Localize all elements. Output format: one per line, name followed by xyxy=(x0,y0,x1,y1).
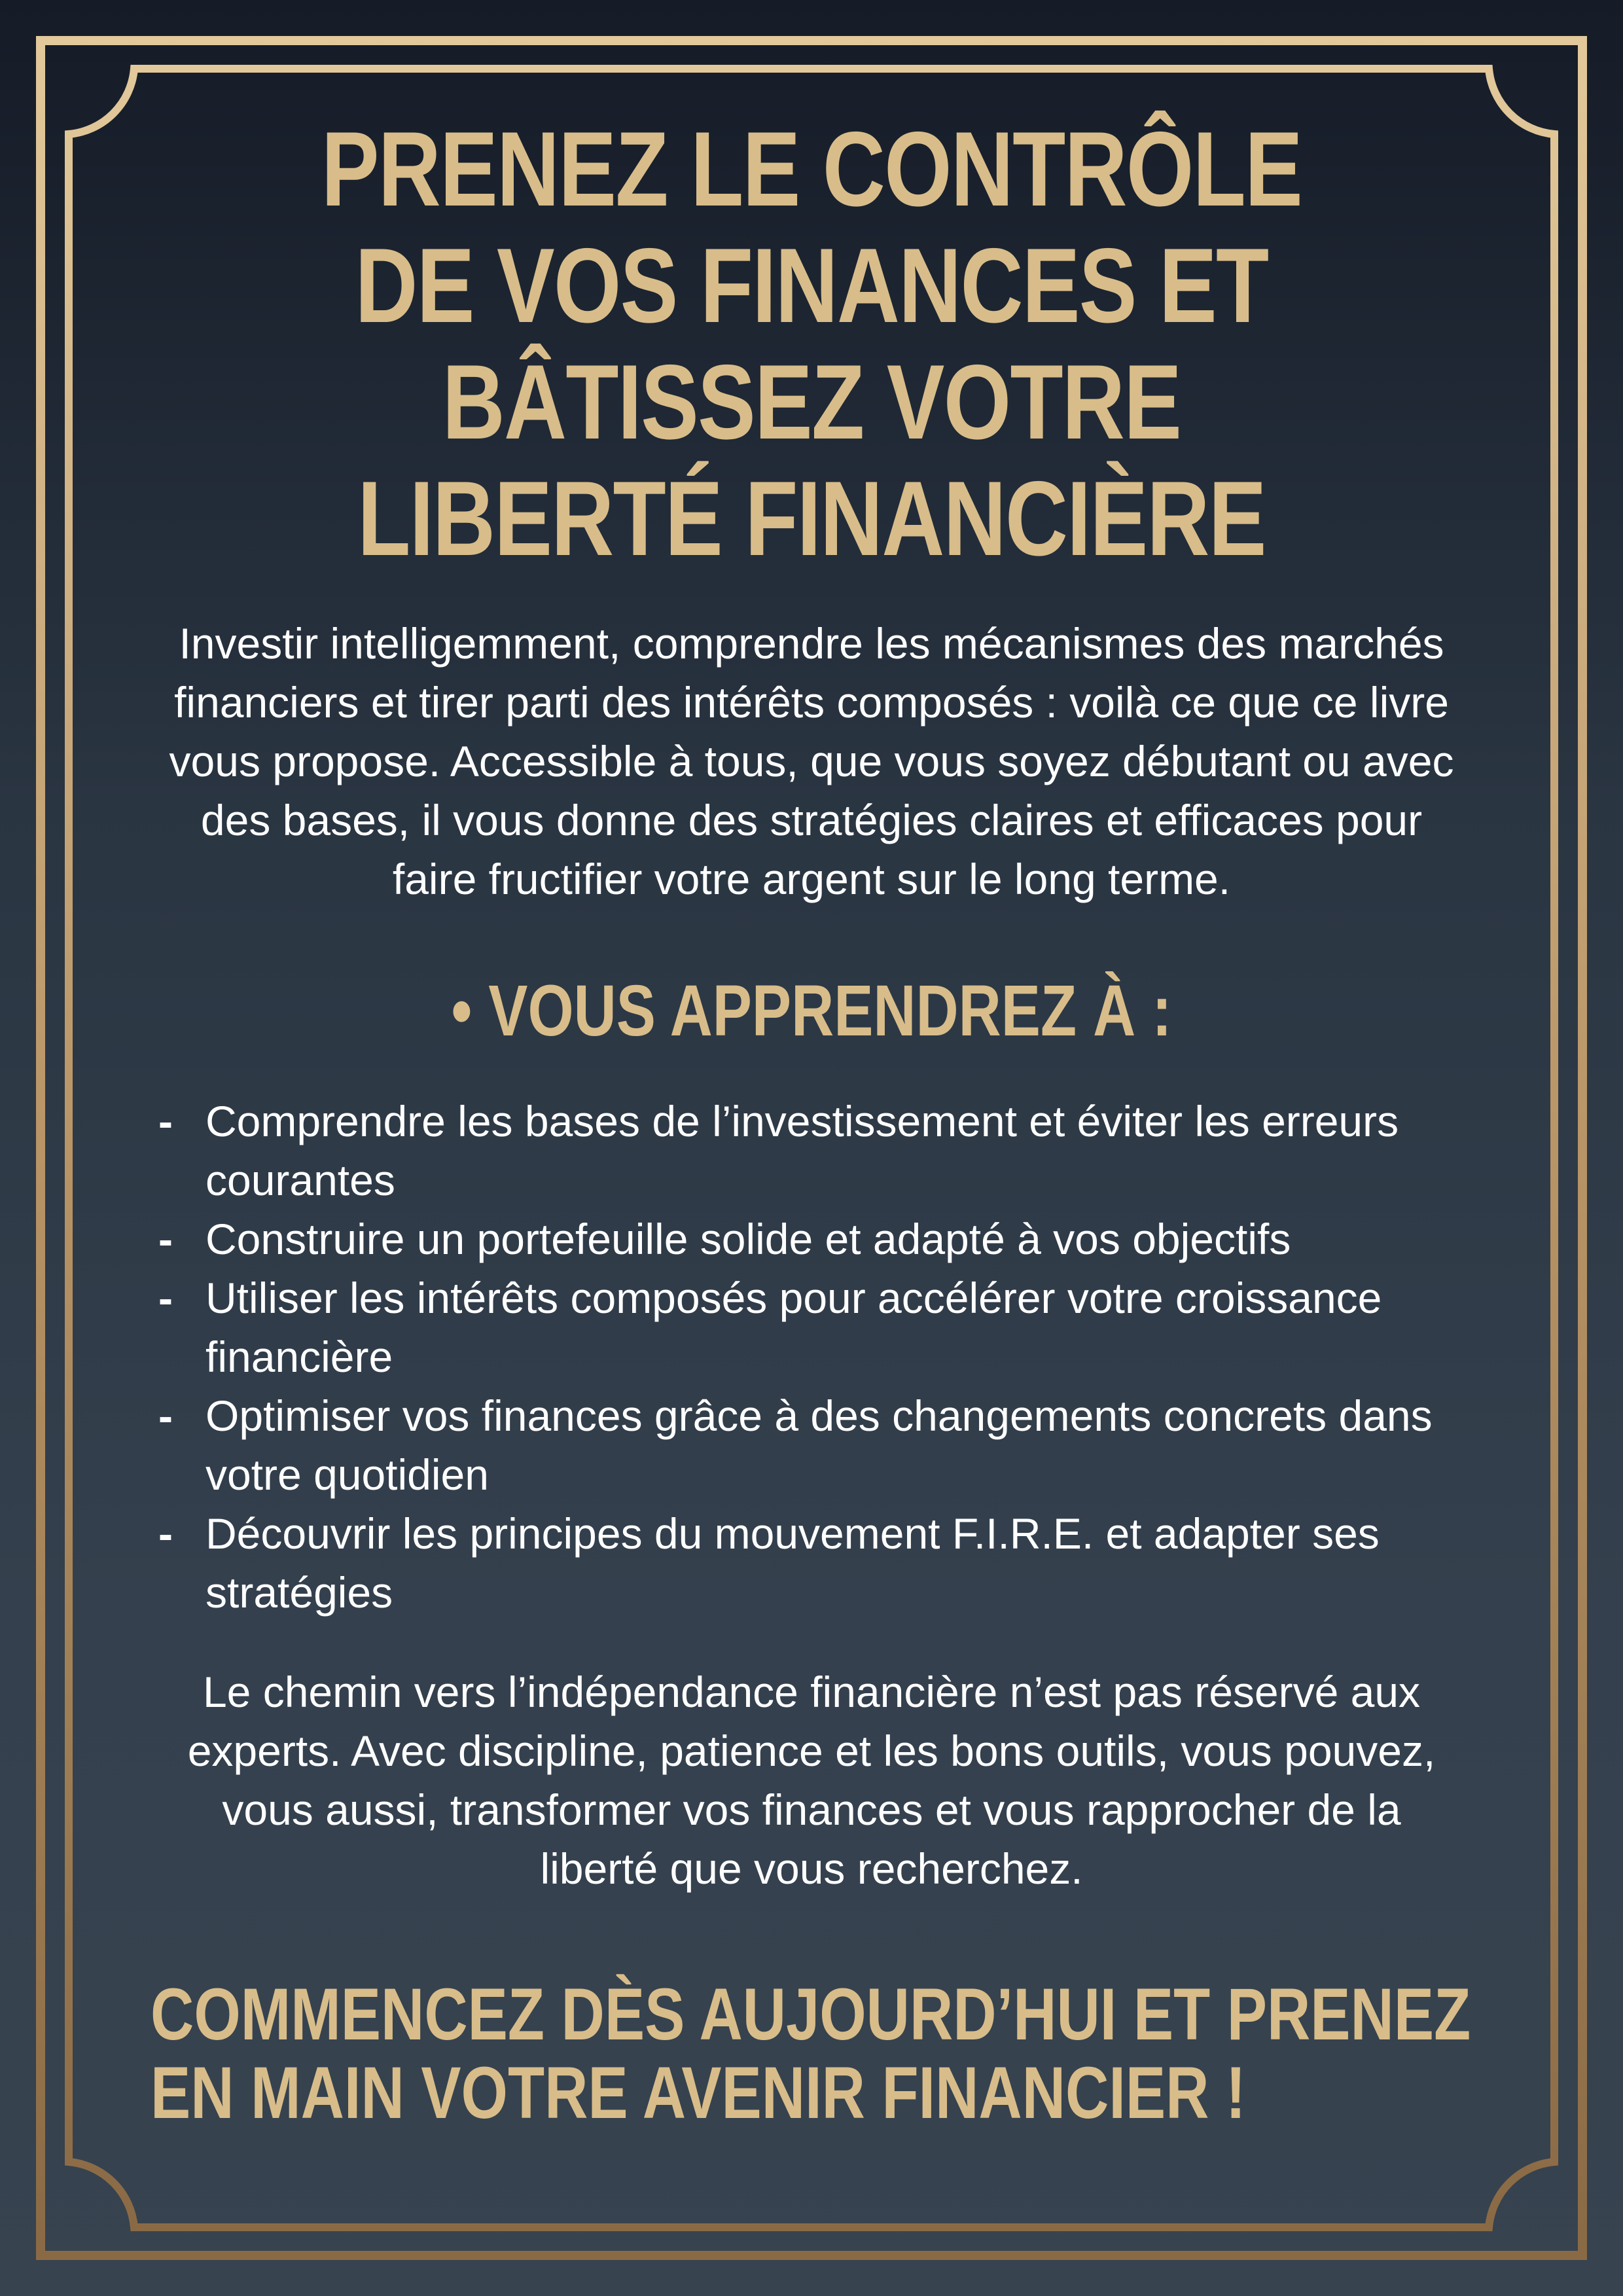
list-item xyxy=(151,1092,1472,1210)
list-item-text: Découvrir les principes du mouvement F.I.R.E. et adapter ses stratégies xyxy=(205,1509,1380,1617)
page-content xyxy=(151,111,1472,2179)
bullet-dash: - xyxy=(158,1215,173,1263)
list-item xyxy=(151,1268,1472,1386)
learn-heading: • VOUS APPRENDREZ À : xyxy=(451,971,1172,1051)
learn-list xyxy=(151,1092,1472,1622)
intro-paragraph: Investir intelligemment, comprendre les mécanismes des marchés financiers et tirer parti des intérêts composés : voilà ce que ce livre vous propose. Accessible à tous, que vous soyez débutant ou avec des bases, il vous donne des stratégies claires et efficaces pour faire fructifier votre argent sur le long terme. xyxy=(169,619,1454,903)
list-item-text: Utiliser les intérêts composés pour accélérer votre croissance financière xyxy=(205,1274,1382,1381)
bullet-dash: - xyxy=(158,1391,173,1440)
list-item-text: Construire un portefeuille solide et adapté à vos objectifs xyxy=(205,1215,1291,1263)
list-item xyxy=(151,1504,1472,1622)
bullet-dash: - xyxy=(158,1509,173,1558)
closing-paragraph: Le chemin vers l’indépendance financière n’est pas réservé aux experts. Avec discipline, patience et les bons outils, vous pouvez, vous aussi, transformer vos finances et vous rapprocher de la liberté que vous recherchez. xyxy=(187,1668,1436,1893)
list-item-text: Optimiser vos finances grâce à des changements concrets dans votre quotidien xyxy=(205,1391,1433,1499)
list-item xyxy=(151,1386,1472,1504)
call-to-action: COMMENCEZ DÈS AUJOURD’HUI ET PRENEZ EN MAIN VOTRE AVENIR FINANCIER ! xyxy=(151,1973,1471,2134)
bullet-dash: - xyxy=(158,1274,173,1322)
list-item-text: Comprendre les bases de l’investissement et éviter les erreurs courantes xyxy=(205,1097,1399,1204)
list-item xyxy=(151,1210,1472,1268)
bullet-dash: - xyxy=(158,1097,173,1145)
page-title: PRENEZ LE CONTRÔLE DE VOS FINANCES ET BÂTISSEZ VOTRE LIBERTÉ FINANCIÈRE xyxy=(321,110,1302,578)
